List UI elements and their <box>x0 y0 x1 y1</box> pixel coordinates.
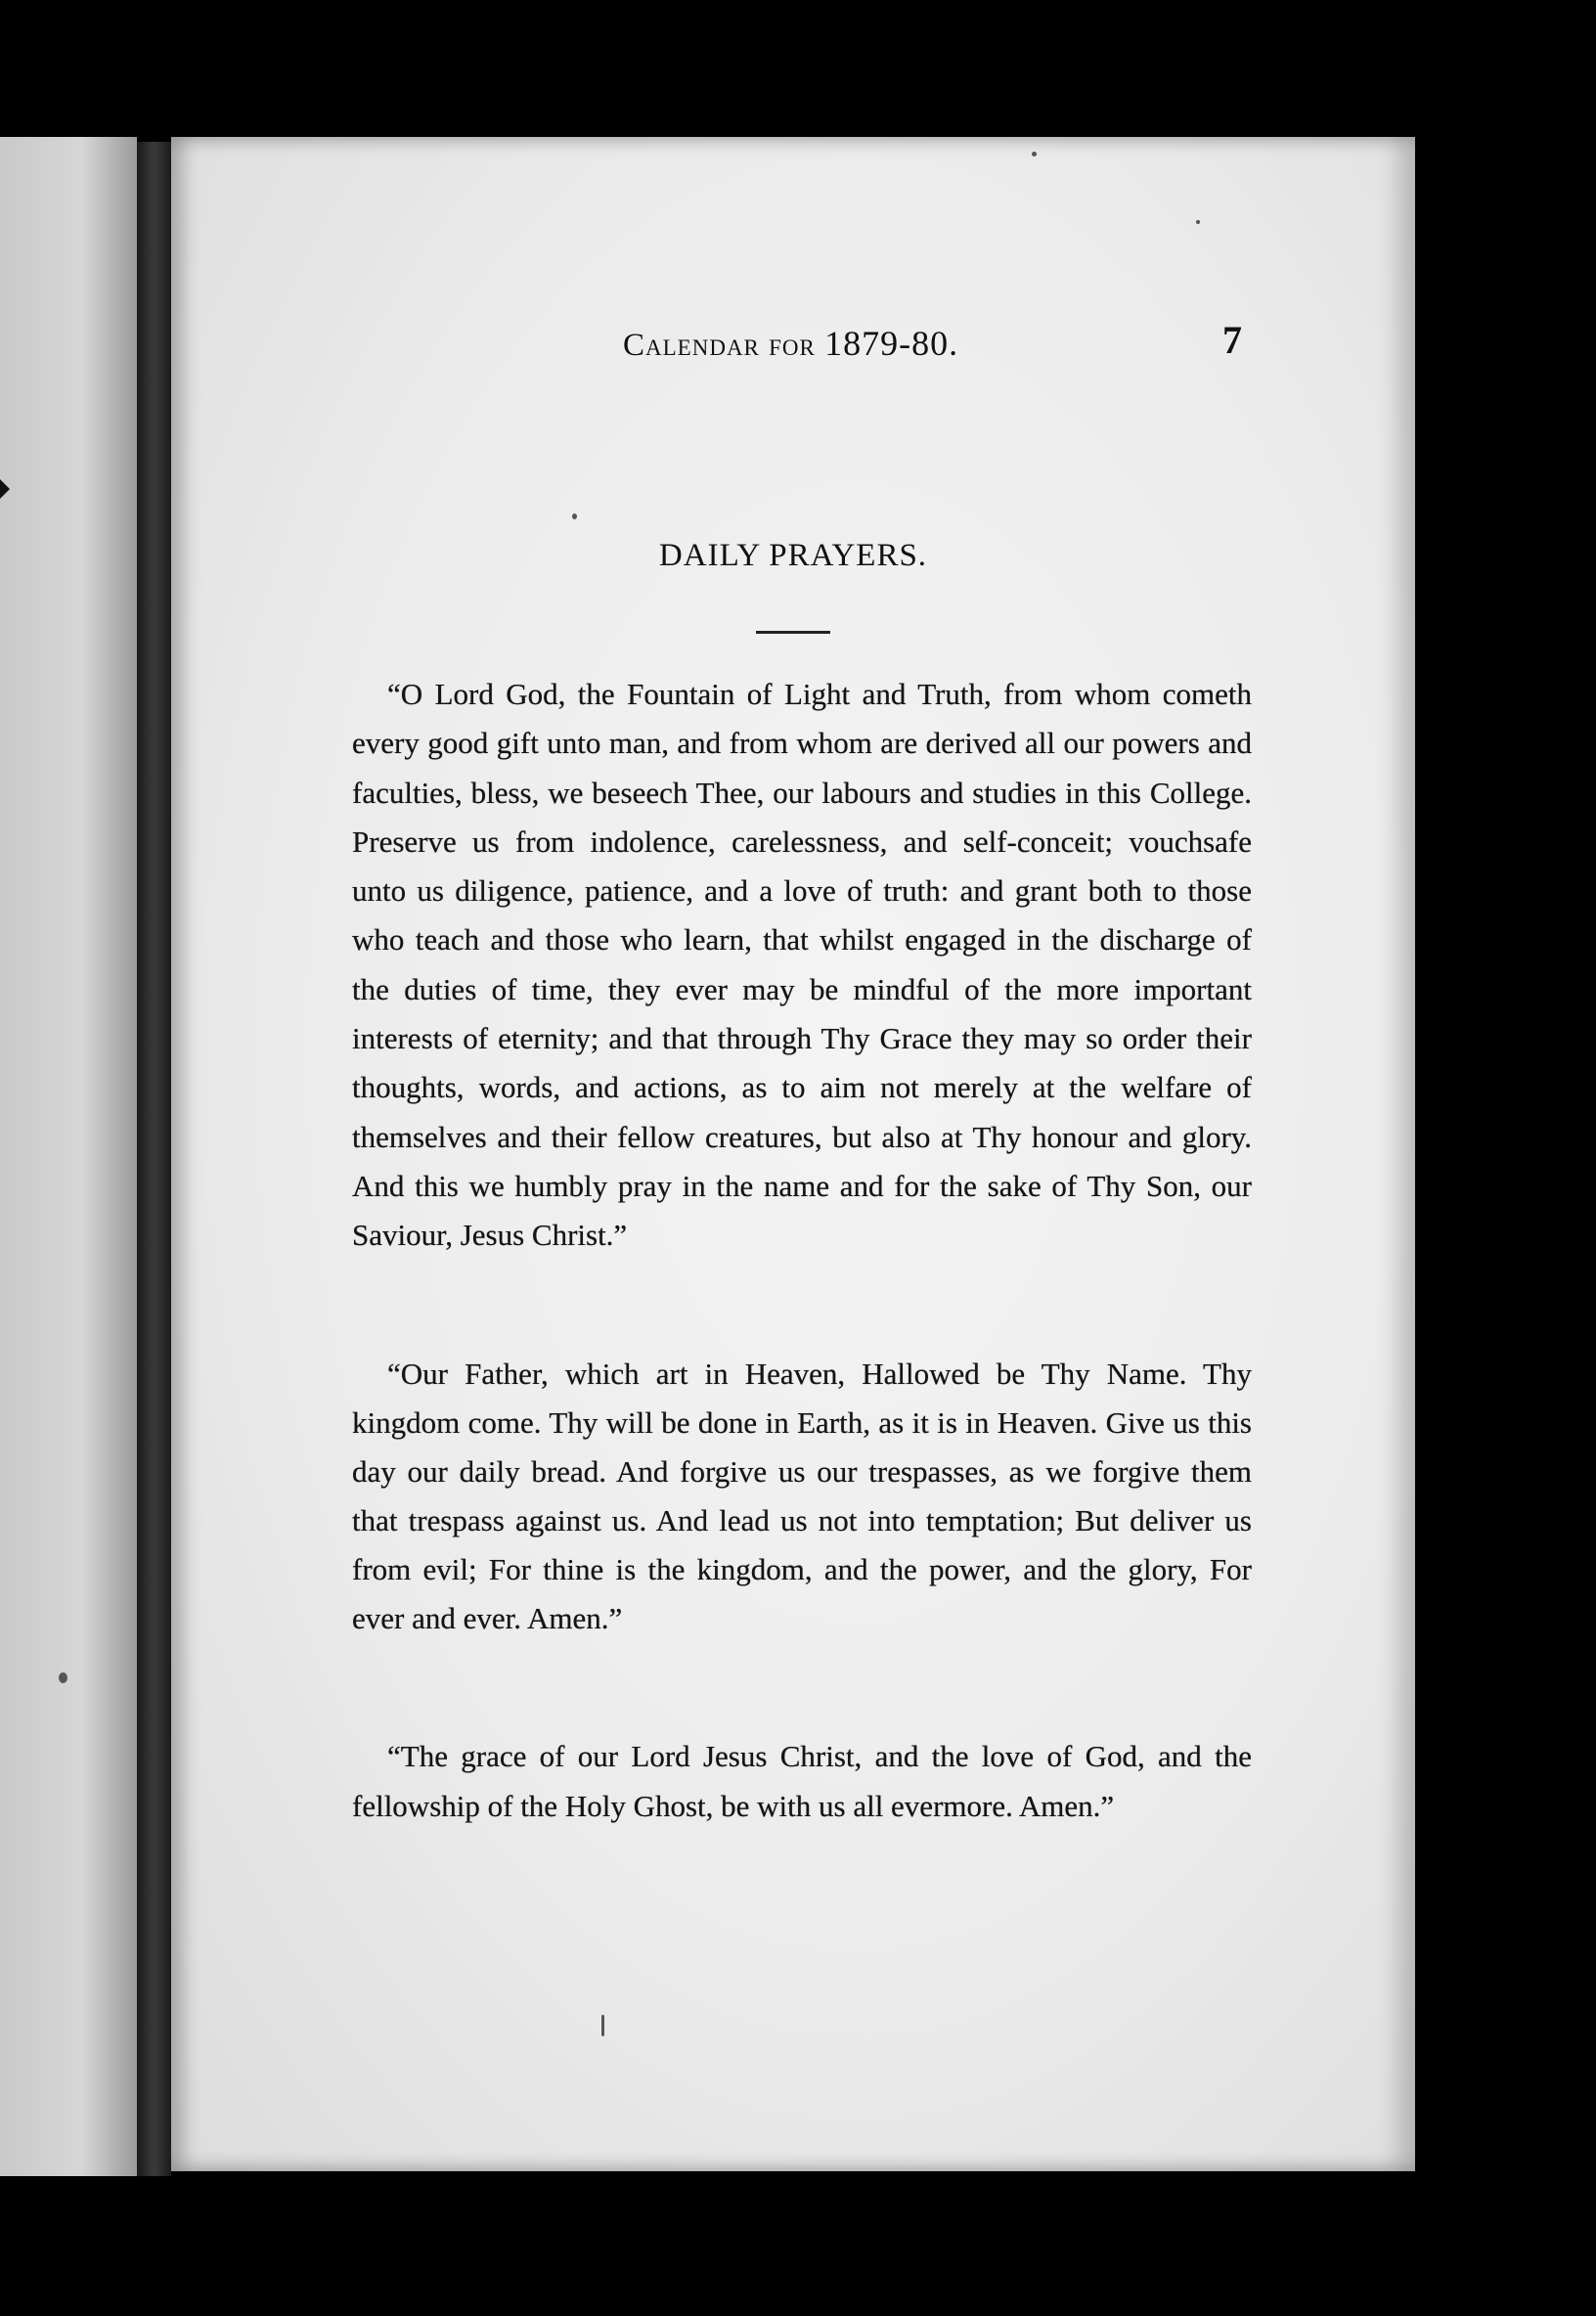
ink-speck <box>601 2015 604 2036</box>
margin-arrow-icon <box>0 479 10 499</box>
ink-speck <box>1032 152 1037 156</box>
book-gutter <box>137 142 171 2176</box>
prayer-lords-prayer: “Our Father, which art in Heaven, Hallowed be Thy Name. Thy kingdom come. Thy will be done in Earth, as it is in Heaven. Give us this day our daily bread. And forgive us our trespasses, as we forgive them that trespass against us. And lead us not into temptation; But deliver us from evil; For thine is the kingdom, and the power, and the glory, For ever and ever. Amen.” <box>352 1357 1252 1635</box>
running-title: Calendar for <box>623 328 816 363</box>
page-header <box>171 318 1415 381</box>
ink-speck <box>1196 220 1200 224</box>
ink-speck <box>59 1672 67 1683</box>
running-year: 1879-80. <box>824 324 959 363</box>
previous-page-edge <box>0 137 137 2176</box>
ink-speck <box>572 513 577 519</box>
book-page <box>171 137 1415 2171</box>
section-title: DAILY PRAYERS. <box>658 538 928 573</box>
prayer-college: “O Lord God, the Fountain of Light and Truth, from whom cometh every good gift unto man, and from whom are derived all our powers and faculties, bless, we beseech Thee, our labours and studies in this College. Preserve us from indolence, carelessness, and self-conceit; vouchsafe unto us diligence, patience, and a love of truth: and grant both to those who teach and those who learn, that whilst engaged in the discharge of the duties of time, they ever may be mindful of the more important interests of eternity; and that through Thy Grace they may so order their thoughts, words, and actions, as to aim not merely at the welfare of themselves and their fellow creatures, but also at Thy honour and glory. And this we humbly pray in the name and for the sake of Thy Son, our Saviour, Jesus Christ.” <box>352 677 1252 1253</box>
title-rule <box>756 631 830 634</box>
prayer-grace: “The grace of our Lord Jesus Christ, and the love of God, and the fellowship of the Holy Ghost, be with us all evermore. Amen.” <box>352 1739 1252 1823</box>
page-number: 7 <box>1222 318 1242 362</box>
running-head <box>623 323 958 364</box>
